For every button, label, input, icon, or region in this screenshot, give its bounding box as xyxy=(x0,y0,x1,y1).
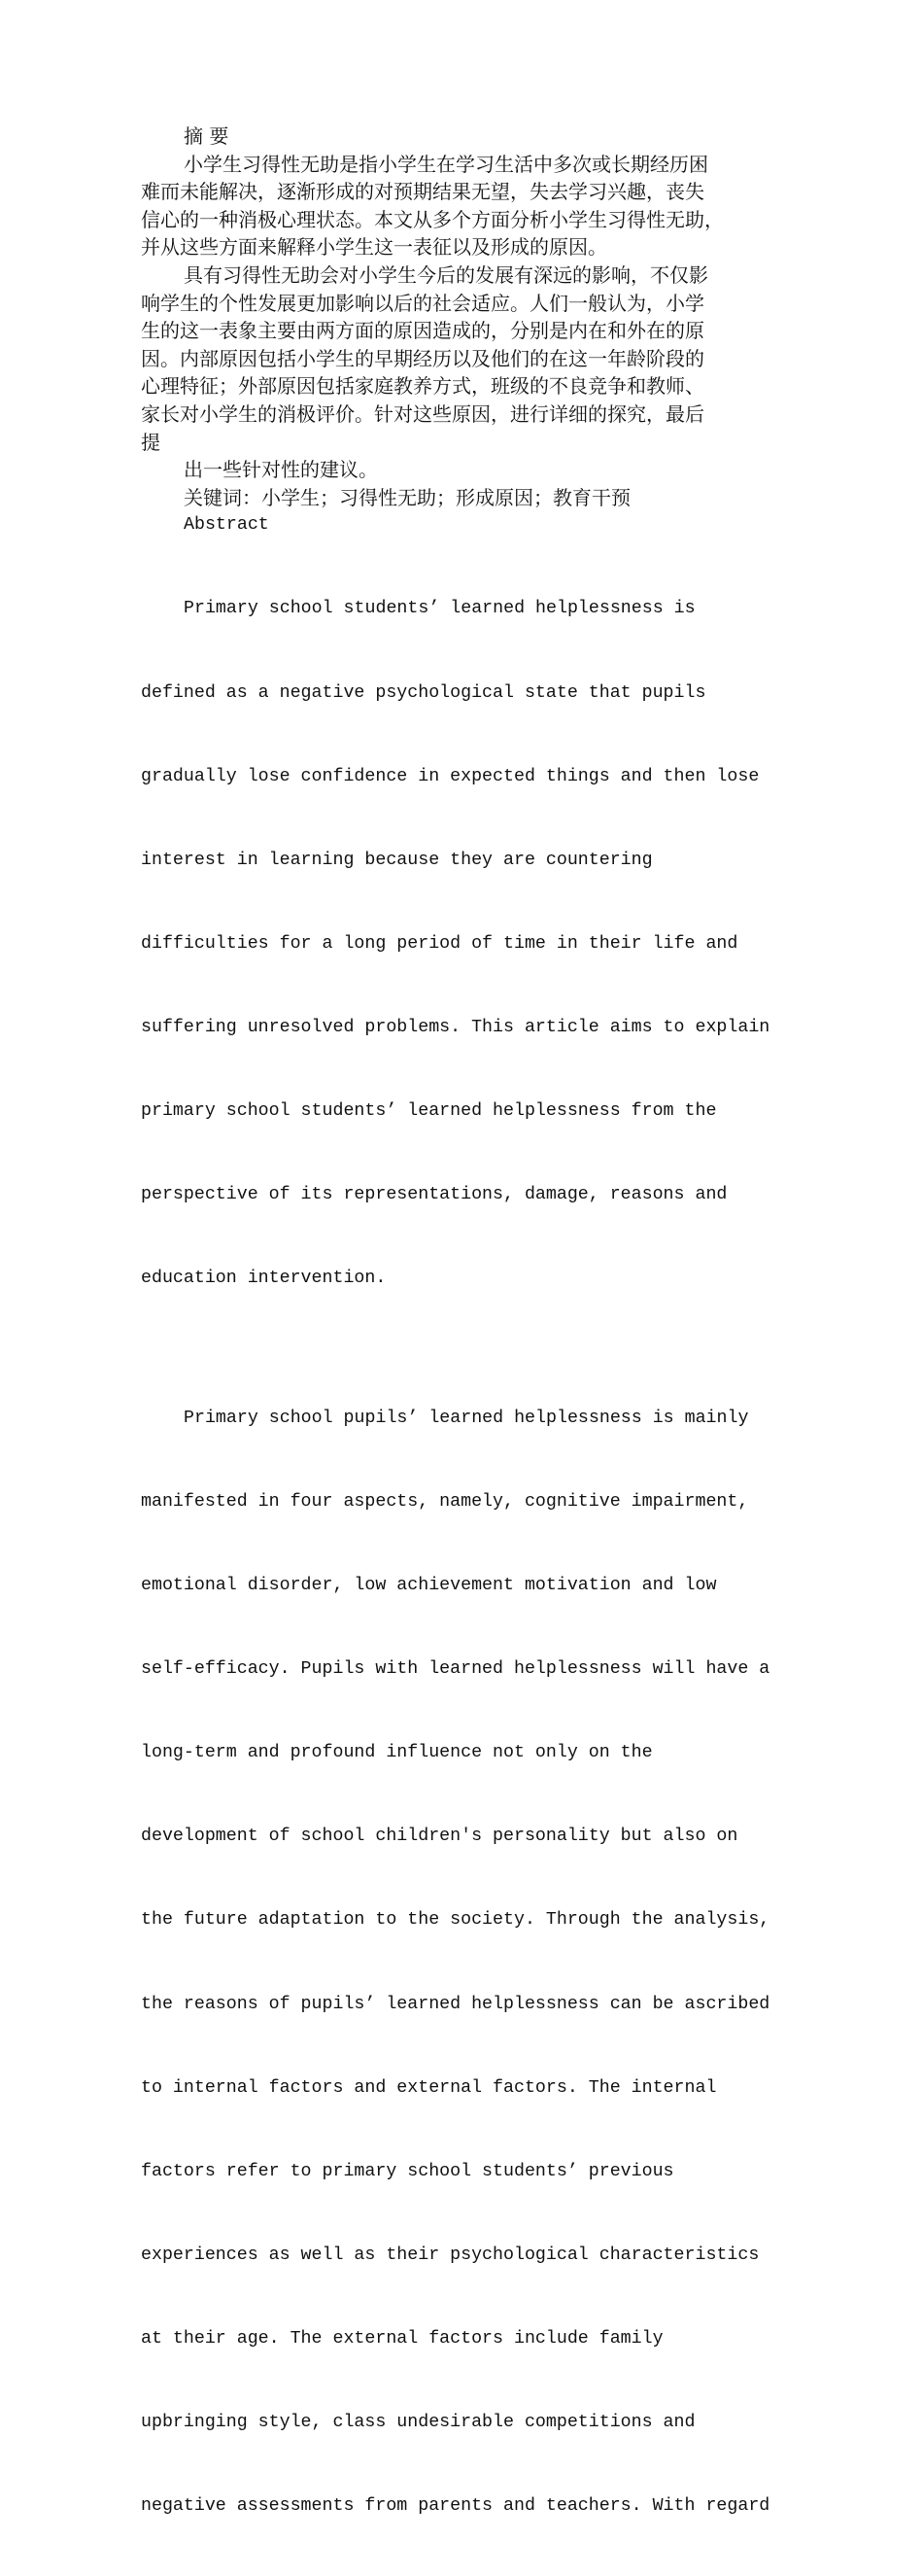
text-line: 响学生的个性发展更加影响以后的社会适应。人们一般认为，小学 xyxy=(141,291,704,315)
text-line: suffering unresolved problems. This article aims to explain xyxy=(141,1017,770,1037)
text-line: primary school students’ learned helplessness from the xyxy=(141,1101,717,1122)
text-line: self-efficacy. Pupils with learned helplessness will have a xyxy=(141,1659,770,1680)
text-line: perspective of its representations, damage, reasons and xyxy=(141,1185,728,1205)
text-line: Primary school pupils’ learned helplessness is mainly xyxy=(184,1408,749,1428)
text-line: development of school children's personality but also on xyxy=(141,1827,738,1847)
abstract-cn-paragraph-3: 出一些针对性的建议。 xyxy=(184,458,378,482)
text-line: at their age. The external factors include family xyxy=(141,2329,664,2350)
abstract-en-paragraph-1 xyxy=(141,540,786,1348)
text-line: emotional disorder, low achievement motivation and low xyxy=(141,1576,717,1596)
text-line: long-term and profound influence not only on the xyxy=(141,1743,653,1763)
text-line: negative assessments from parents and teachers. With regard xyxy=(141,2496,770,2517)
abstract-en-heading: Abstract xyxy=(184,515,269,536)
text-line: 因。内部原因包括小学生的早期经历以及他们的在这一年龄阶段的 xyxy=(141,346,704,370)
text-line: difficulties for a long period of time in their life and xyxy=(141,933,738,954)
text-line: 并从这些方面来解释小学生这一表征以及形成的原因。 xyxy=(141,235,607,260)
text-line: gradually lose confidence in expected things and then lose xyxy=(141,766,760,786)
text-line: 难而未能解决，逐渐形成的对预期结果无望，失去学习兴趣，丧失 xyxy=(141,180,704,204)
text-line: education intervention. xyxy=(141,1269,387,1289)
text-line: Primary school students’ learned helplessness is xyxy=(184,599,696,619)
text-line: 具有习得性无助会对小学生今后的发展有深远的影响，不仅影 xyxy=(184,262,708,287)
text-line: to internal factors and external factors. The internal xyxy=(141,2077,717,2098)
text-line: 提 xyxy=(141,430,160,454)
text-line: 信心的一种消极心理状态。本文从多个方面分析小学生习得性无助， xyxy=(141,207,724,231)
abstract-cn-heading: 摘 要 xyxy=(184,124,229,148)
text-line: the future adaptation to the society. Through the analysis, xyxy=(141,1910,770,1931)
text-line: upbringing style, class undesirable competitions and xyxy=(141,2413,696,2433)
text-line: defined as a negative psychological state that pupils xyxy=(141,682,706,703)
text-line: factors refer to primary school students’ previous xyxy=(141,2161,674,2181)
text-line: 生的这一表象主要由两方面的原因造成的，分别是内在和外在的原 xyxy=(141,319,704,343)
text-line: the reasons of pupils’ learned helplessness can be ascribed xyxy=(141,1994,770,2014)
abstract-cn-paragraph-2 xyxy=(141,261,786,456)
document-page xyxy=(141,122,786,2576)
text-line: 家长对小学生的消极评价。针对这些原因，进行详细的探究，最后 xyxy=(141,401,704,426)
text-line: experiences as well as their psychological characteristics xyxy=(141,2245,760,2265)
abstract-en-paragraph-2 xyxy=(141,1348,786,2576)
text-line: interest in learning because they are countering xyxy=(141,850,653,870)
keywords-line: 关键词：小学生；习得性无助；形成原因；教育干预 xyxy=(184,485,631,509)
text-line: 心理特征；外部原因包括家庭教养方式，班级的不良竞争和教师、 xyxy=(141,374,704,399)
text-line: 小学生习得性无助是指小学生在学习生活中多次或长期经历困 xyxy=(184,152,708,176)
text-line: manifested in four aspects, namely, cognitive impairment, xyxy=(141,1491,749,1512)
abstract-cn-paragraph-1 xyxy=(141,151,786,261)
